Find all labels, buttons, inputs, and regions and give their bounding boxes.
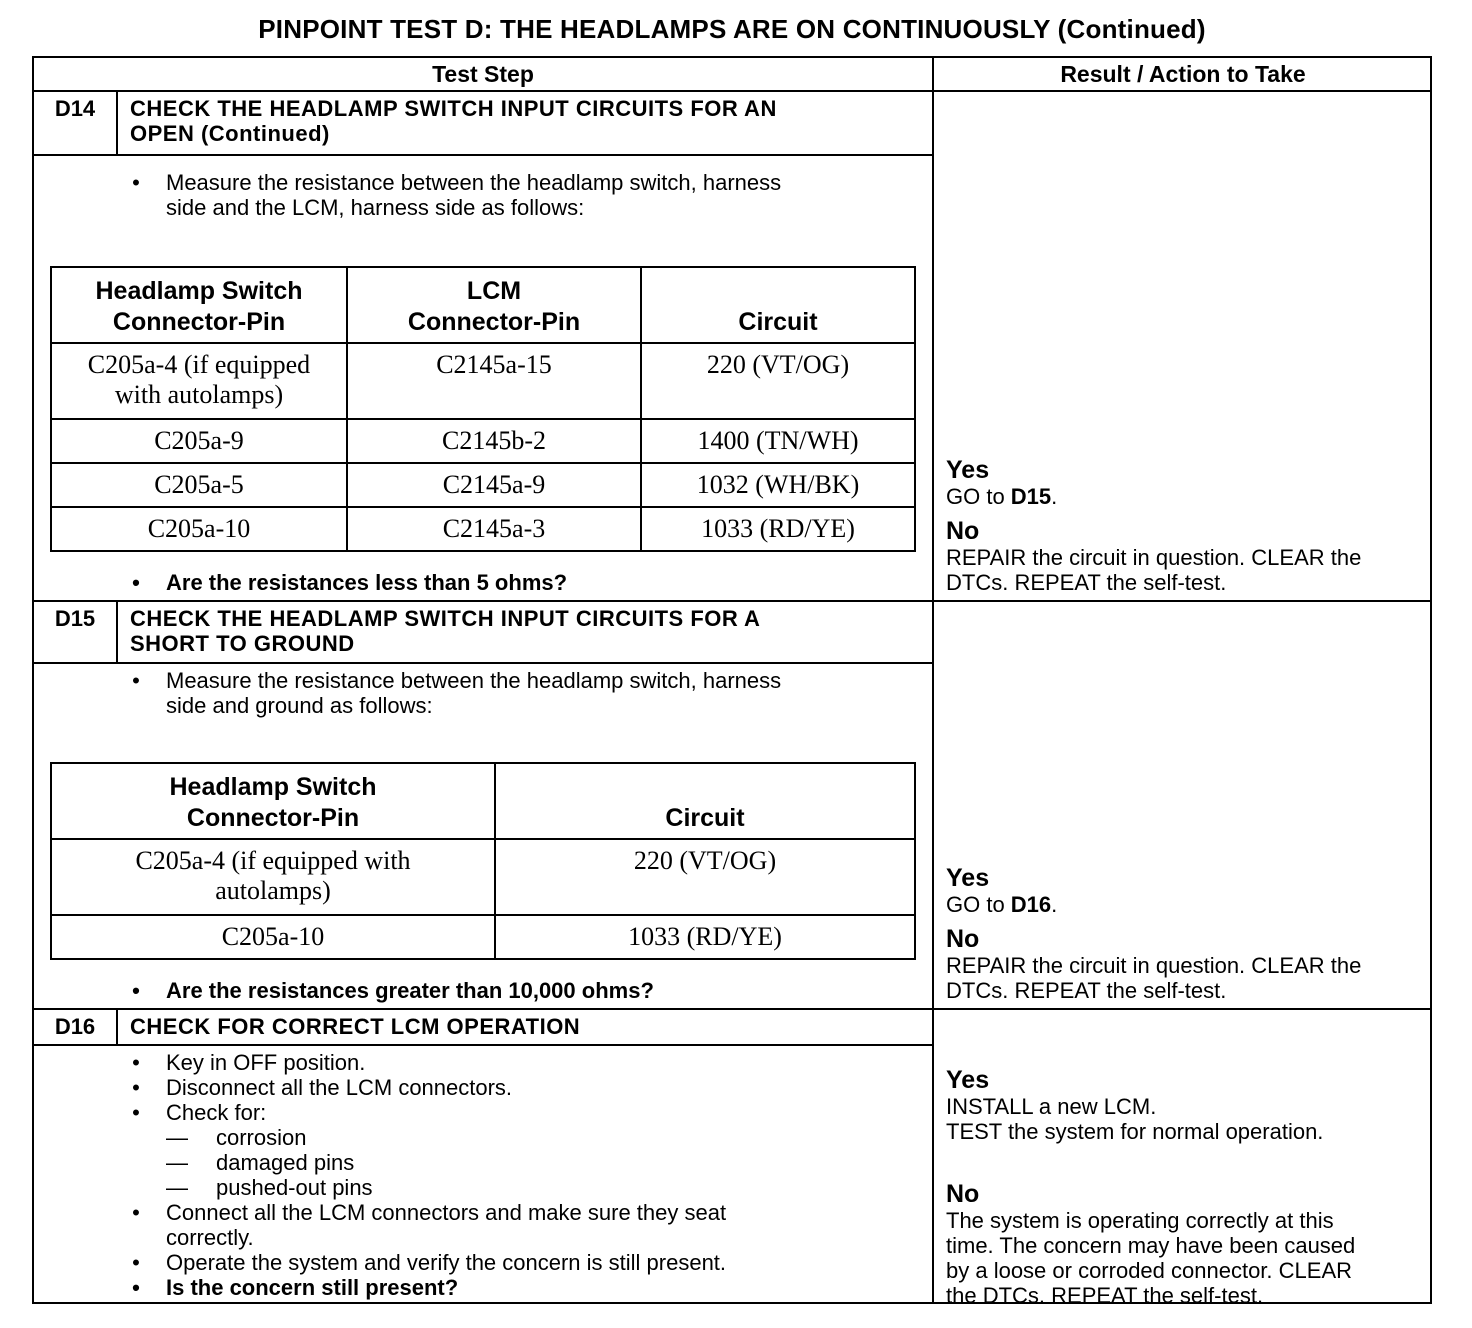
table-cell: C205a-4 (if equipped with autolamps) <box>51 343 347 419</box>
step-d14-bar <box>34 92 934 156</box>
bullet-text: Measure the resistance between the headlamp switch, harness <box>166 668 782 693</box>
bullet-item <box>126 1050 926 1075</box>
dash-icon: — <box>166 1125 188 1150</box>
dash-icon: — <box>166 1150 188 1175</box>
step-d15-test <box>34 602 934 1010</box>
table-cell: 220 (VT/OG) <box>495 839 915 915</box>
table-cell: 1033 (RD/YE) <box>495 915 915 959</box>
bullet-icon: • <box>132 570 140 595</box>
step-d16-test <box>34 1010 934 1302</box>
table-cell: 1033 (RD/YE) <box>641 507 915 551</box>
table-cell: C205a-10 <box>51 507 347 551</box>
step-d16-bar <box>34 1010 934 1046</box>
table-cell: C205a-4 (if equipped with autolamps) <box>51 839 495 915</box>
bullet-text: Measure the resistance between the headlamp switch, harness <box>166 170 782 195</box>
step-d16-instructions <box>126 1050 926 1300</box>
bullet-icon: • <box>132 1100 140 1125</box>
step-heading-line: CHECK THE HEADLAMP SWITCH INPUT CIRCUITS FOR AN <box>130 96 777 121</box>
bullet-icon: • <box>132 1275 140 1300</box>
col-header-switch-pin: Headlamp Switch Connector-Pin <box>51 763 495 839</box>
col-header-switch-pin: Headlamp Switch Connector-Pin <box>51 267 347 343</box>
bullet-icon: • <box>132 1075 140 1100</box>
bullet-item <box>126 570 926 595</box>
step-heading <box>130 606 920 656</box>
step-d14 <box>34 92 1430 602</box>
yes-label: Yes <box>946 456 990 484</box>
table-header-row <box>51 267 915 343</box>
dash-item <box>126 1150 926 1175</box>
bullet-icon: • <box>132 1050 140 1075</box>
dash-icon: — <box>166 1175 188 1200</box>
table-row <box>51 419 915 463</box>
step-d15-instructions <box>126 668 926 718</box>
bullet-item <box>126 1100 926 1125</box>
bullet-item <box>126 1275 926 1300</box>
table-row <box>51 343 915 419</box>
table-cell: C2145a-9 <box>347 463 641 507</box>
step-heading <box>130 1014 920 1039</box>
bullet-text: side and the LCM, harness side as follows: <box>166 195 585 220</box>
table-header-row <box>51 763 915 839</box>
table-row <box>51 507 915 551</box>
table-cell: C2145b-2 <box>347 419 641 463</box>
dash-text: damaged pins <box>216 1150 355 1175</box>
step-heading-line: CHECK FOR CORRECT LCM OPERATION <box>130 1014 581 1039</box>
bullet-text: Disconnect all the LCM connectors. <box>166 1075 513 1100</box>
step-d15 <box>34 602 1430 1010</box>
bullet-icon: • <box>132 170 140 195</box>
yes-action: INSTALL a new LCM. <box>946 1094 1157 1119</box>
table-cell: 1400 (TN/WH) <box>641 419 915 463</box>
table-row <box>51 463 915 507</box>
bullet-item <box>126 978 926 1003</box>
bullet-text: Are the resistances greater than 10,000 ohms? <box>166 978 654 1003</box>
bullet-item <box>126 668 926 718</box>
bullet-item <box>126 170 926 220</box>
table-cell: C205a-10 <box>51 915 495 959</box>
step-d15-bar <box>34 602 934 664</box>
yes-action: GO to D15. <box>946 484 1058 509</box>
step-heading-line: CHECK THE HEADLAMP SWITCH INPUT CIRCUITS FOR A <box>130 606 761 631</box>
d15-resistance-table <box>50 762 916 960</box>
step-d14-test <box>34 92 934 602</box>
no-action: the DTCs. REPEAT the self-test. <box>946 1283 1264 1308</box>
bullet-text: Is the concern still present? <box>166 1275 459 1300</box>
d14-resistance-table <box>50 266 916 552</box>
step-id: D14 <box>34 92 118 154</box>
no-label: No <box>946 517 980 545</box>
bullet-text: correctly. <box>166 1225 254 1250</box>
col-header-circuit: Circuit <box>641 267 915 343</box>
dash-item <box>126 1175 926 1200</box>
col-header-circuit: Circuit <box>495 763 915 839</box>
no-action: The system is operating correctly at this <box>946 1208 1334 1233</box>
no-action: DTCs. REPEAT the self-test. <box>946 978 1227 1003</box>
step-d15-result <box>946 864 1432 1003</box>
no-action: by a loose or corroded connector. CLEAR <box>946 1258 1353 1283</box>
step-d15-question <box>126 978 926 1003</box>
step-d16 <box>34 1010 1430 1308</box>
step-heading-line: SHORT TO GROUND <box>130 631 355 656</box>
table-row <box>51 839 915 915</box>
page-title: PINPOINT TEST D: THE HEADLAMPS ARE ON CONTINUOUSLY (Continued) <box>258 14 1206 44</box>
no-action: REPAIR the circuit in question. CLEAR the <box>946 545 1362 570</box>
step-heading-line: OPEN (Continued) <box>130 121 330 146</box>
bullet-icon: • <box>132 1250 140 1275</box>
pinpoint-test-table <box>32 56 1432 1308</box>
yes-label: Yes <box>946 1066 990 1094</box>
bullet-item <box>126 1200 926 1250</box>
bullet-text: Check for: <box>166 1100 267 1125</box>
table-row <box>51 915 915 959</box>
dash-item <box>126 1125 926 1150</box>
table-cell: 220 (VT/OG) <box>641 343 915 419</box>
step-id: D16 <box>34 1010 118 1044</box>
table-cell: C205a-9 <box>51 419 347 463</box>
table-cell: C205a-5 <box>51 463 347 507</box>
yes-action: TEST the system for normal operation. <box>946 1119 1324 1144</box>
bullet-text: Connect all the LCM connectors and make sure they seat <box>166 1200 727 1225</box>
no-label: No <box>946 925 980 953</box>
no-action: DTCs. REPEAT the self-test. <box>946 570 1227 595</box>
no-action: time. The concern may have been caused <box>946 1233 1356 1258</box>
step-id: D15 <box>34 602 118 662</box>
bullet-text: Key in OFF position. <box>166 1050 366 1075</box>
bullet-icon: • <box>132 978 140 1003</box>
col-header-lcm-pin: LCM Connector-Pin <box>347 267 641 343</box>
test-step-header: Test Step <box>34 58 934 92</box>
step-d14-instructions <box>126 170 926 220</box>
bullet-item <box>126 1075 926 1100</box>
result-action-header: Result / Action to Take <box>934 58 1432 92</box>
bullet-icon: • <box>132 668 140 693</box>
yes-action: GO to D16. <box>946 892 1058 917</box>
step-heading <box>130 96 920 146</box>
bullet-icon: • <box>132 1200 140 1225</box>
table-cell: 1032 (WH/BK) <box>641 463 915 507</box>
bullet-text: side and ground as follows: <box>166 693 433 718</box>
table-cell: C2145a-15 <box>347 343 641 419</box>
bullet-text: Operate the system and verify the concern is still present. <box>166 1250 727 1275</box>
table-cell: C2145a-3 <box>347 507 641 551</box>
no-action: REPAIR the circuit in question. CLEAR the <box>946 953 1362 978</box>
bullet-item <box>126 1250 926 1275</box>
step-d14-question <box>126 570 926 595</box>
dash-text: pushed-out pins <box>216 1175 373 1200</box>
step-d16-result <box>946 1066 1432 1308</box>
dash-text: corrosion <box>216 1125 307 1150</box>
step-d14-result <box>946 456 1432 595</box>
no-label: No <box>946 1180 980 1208</box>
yes-label: Yes <box>946 864 990 892</box>
bullet-text: Are the resistances less than 5 ohms? <box>166 570 568 595</box>
